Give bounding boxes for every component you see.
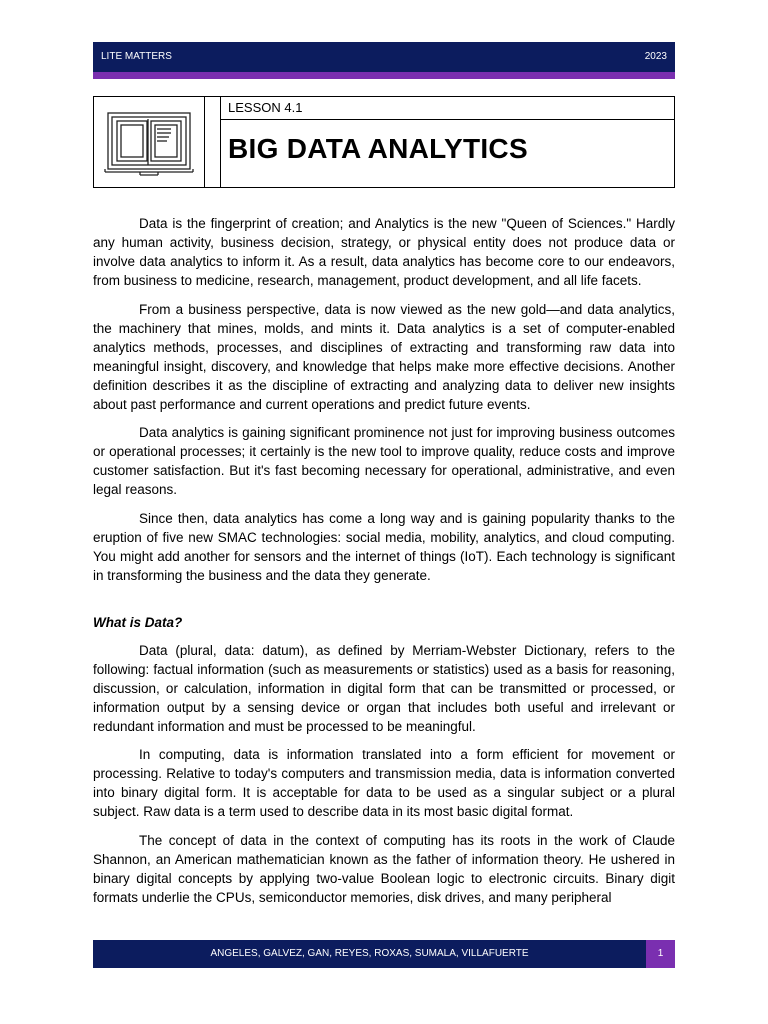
lesson-number: LESSON 4.1 [221,97,674,120]
paragraph: From a business perspective, data is now viewed as the new gold—and data analytics, the machinery that mines, molds, and mints it. Data analytics is a set of computer-enabled analytics methods, processes, and disciplines of extracting and transforming raw data into meaningful insight, discovery, and knowledge that helps make more effective decisions. Another definition describes it as the discipline of extracting and analyzing data to deliver new insights about past performance and current operations and predict future events. [93,301,675,412]
header-year: 2023 [644,51,667,62]
book-icon [94,97,204,187]
icon-cell [94,97,205,187]
page-title: BIG DATA ANALYTICS [228,133,528,164]
lesson-title-box [93,96,675,188]
page-number: 1 [646,940,675,968]
paragraph: Data (plural, data: datum), as defined by Merriam-Webster Dictionary, refers to the following: factual information (such as measurements or statistics) used as a basis for reasoning, discussion, or calculation, information in digital form that can be transmitted or processed, or information output by a sensing device or organ that includes both useful and irrelevant or redundant information and must be processed to be meaningful. [93,642,675,734]
section-heading: What is Data? [93,614,183,630]
paragraph: Data is the fingerprint of creation; and Analytics is the new "Queen of Sciences." Hardly any human activity, business decision, strategy, or physical entity does not produce data or involve data analytics to inform it. As a result, data analytics has become core to our endeavors, from business to medicine, research, management, product development, and all life facets. [93,216,675,288]
paragraph: The concept of data in the context of computing has its roots in the work of Claude Shannon, an American mathematician known as the father of information theory. He ushered in binary digital concepts by applying two-value Boolean logic to electronic circuits. Binary digit formats underlie the CPUs, semiconductor memories, disk drives, and many peripheral [93,832,675,905]
paragraph: In computing, data is information translated into a form efficient for movement or processing. Relative to today's computers and transmission media, data is information converted into binary digital form. It is acceptable for data to be used as a singular subject or a plural subject. Raw data is a term used to describe data in its most basic digital format. [93,747,675,819]
body-content [93,214,675,916]
paragraph: Since then, data analytics has come a long way and is gaining popularity thanks to the eruption of five new SMAC technologies: social media, mobility, analytics, and cloud computing. You might add another for sensors and the internet of things (IoT). Each technology is significant in transforming the business and the data they generate. [93,510,675,583]
header-accent-stripe [93,72,675,79]
header-bar [93,42,675,72]
footer-authors: ANGELES, GALVEZ, GAN, REYES, ROXAS, SUMALA, VILLAFUERTE [93,940,646,968]
paragraph: Data analytics is gaining significant prominence not just for improving business outcomes or operational processes; it certainly is the new tool to improve quality, reduce costs and improve customer satisfaction. But it's fast becoming necessary for operational, administrative, and even legal reasons. [93,425,675,497]
header-left-text: LITE MATTERS [101,51,172,62]
spacer-cell [204,97,221,187]
